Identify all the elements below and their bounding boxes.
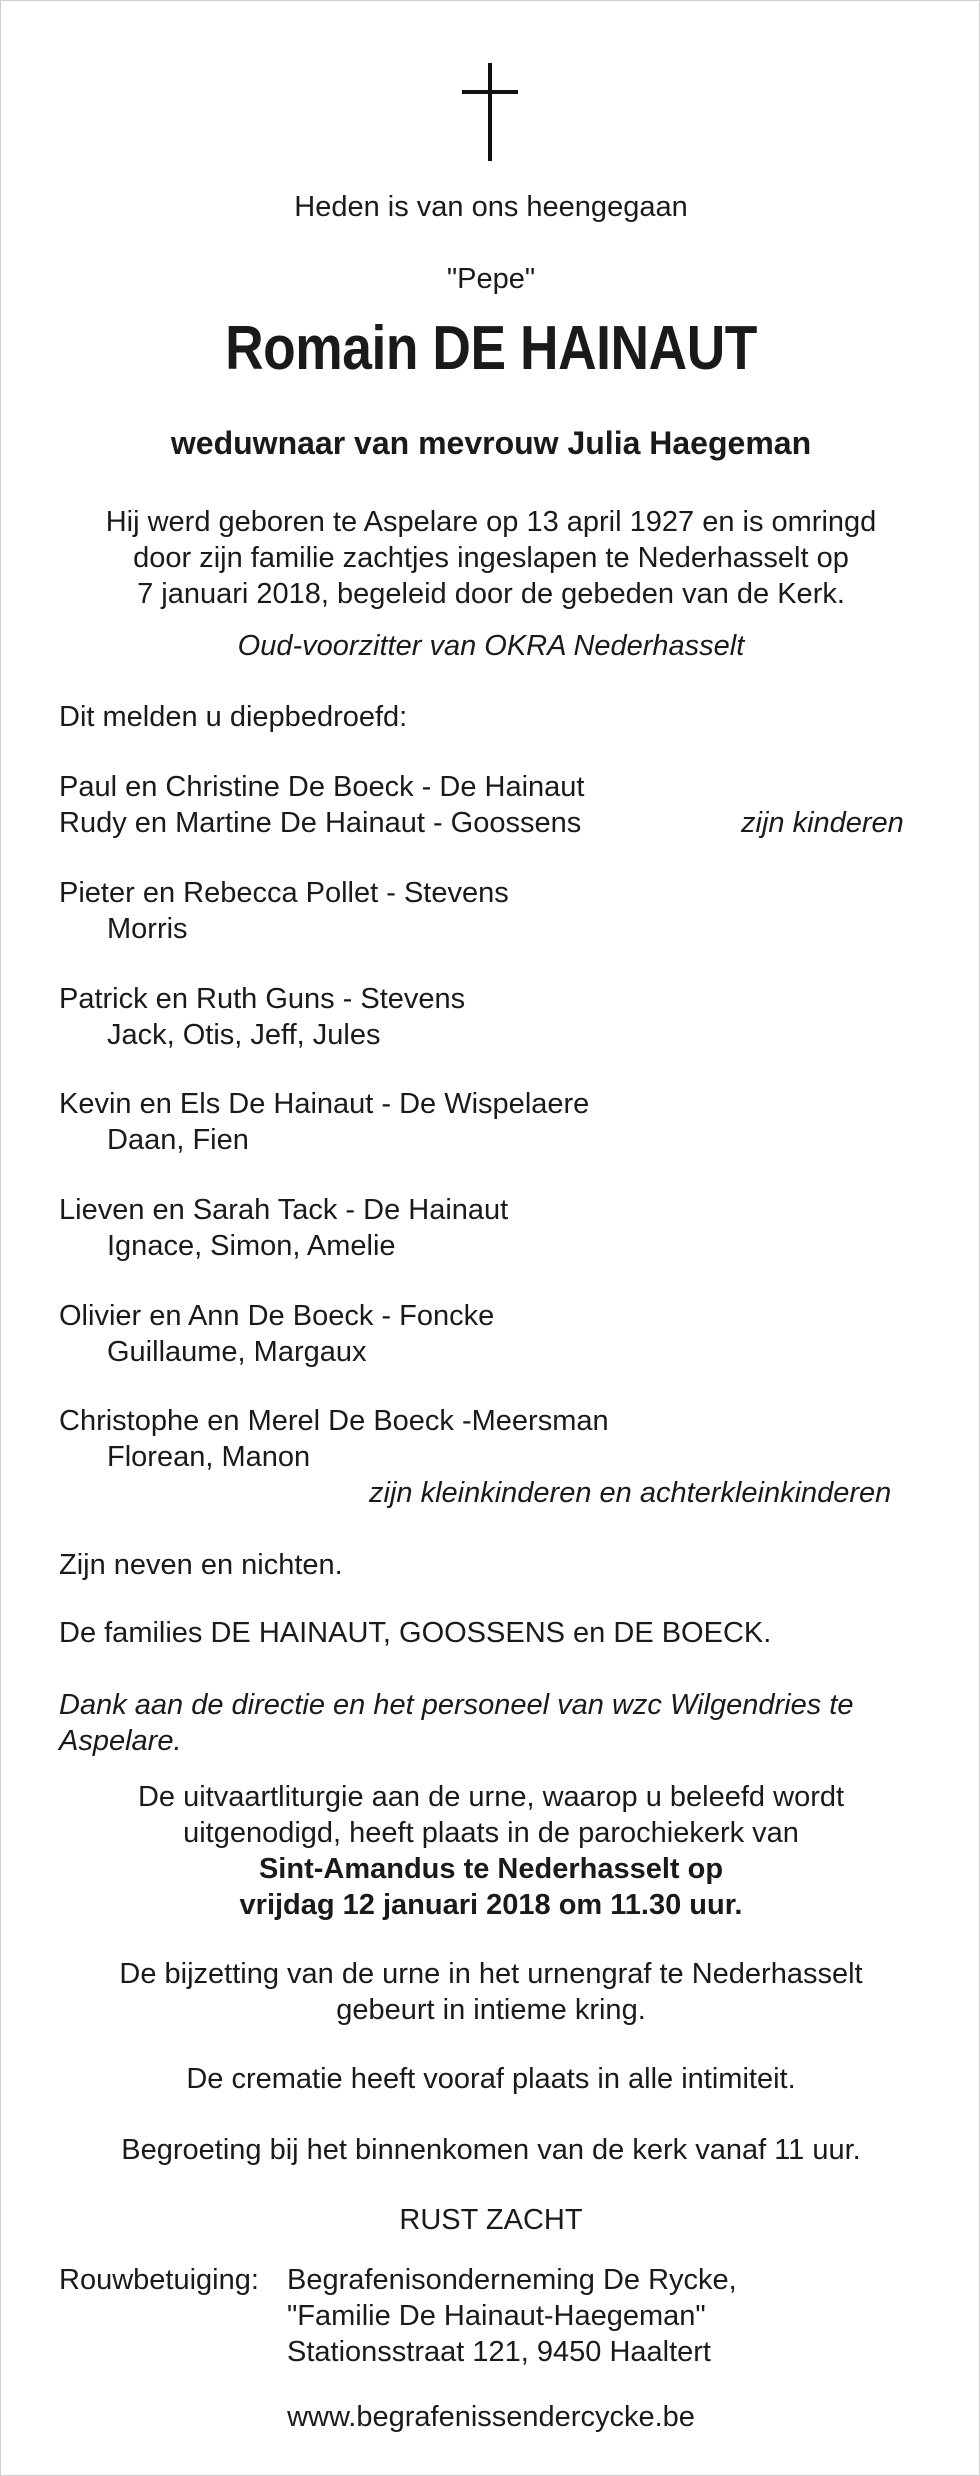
address-line: Stationsstraat 121, 9450 Haaltert	[287, 2336, 711, 2368]
grandchild-kids: Morris	[107, 913, 188, 945]
grandchild-family	[59, 1298, 494, 1370]
bio-line: door zijn familie zachtjes ingeslapen te Nederhasselt op	[133, 542, 849, 574]
ceremony-line: uitgenodigd, heeft plaats in de parochiekerk van	[183, 1817, 799, 1849]
grandchild-parents: Lieven en Sarah Tack - De Hainaut	[59, 1194, 509, 1226]
announce-line: Dit melden u diepbedroefd:	[59, 701, 408, 733]
rest-in-peace: RUST ZACHT	[399, 2204, 583, 2236]
grandchild-kids: Florean, Manon	[107, 1441, 311, 1473]
condolence-label: Rouwbetuiging:	[59, 2264, 259, 2296]
thanks-text	[59, 1687, 853, 1759]
role-line: Oud-voorzitter van OKRA Nederhasselt	[237, 630, 745, 662]
grandchild-family	[59, 1086, 589, 1158]
greeting-line: Begroeting bij het binnenkomen van de kerk vanaf 11 uur.	[121, 2134, 861, 2166]
families-line: De families DE HAINAUT, GOOSSENS en DE BOECK.	[59, 1617, 772, 1649]
grandchild-parents: Christophe en Merel De Boeck -Meersman	[59, 1405, 609, 1437]
intro-text: Heden is van ons heengegaan	[294, 191, 688, 223]
cremation-line: De crematie heeft vooraf plaats in alle intimiteit.	[186, 2063, 796, 2095]
ceremony-text	[1, 1779, 980, 1923]
grandchild-kids: Daan, Fien	[107, 1124, 249, 1156]
burial-line: De bijzetting van de urne in het urnengraf te Nederhasselt	[119, 1958, 863, 1990]
address-line: Begrafenisonderneming De Rycke,	[287, 2264, 737, 2296]
ceremony-place: Sint-Amandus te Nederhasselt op	[258, 1853, 724, 1885]
bio-line: 7 januari 2018, begeleid door de gebeden van de Kerk.	[137, 578, 845, 610]
child-line: Rudy en Martine De Hainaut - Goossens	[59, 807, 582, 839]
grandchild-kids: Jack, Otis, Jeff, Jules	[107, 1019, 381, 1051]
grandchildren-label: zijn kleinkinderen en achterkleinkinderen	[369, 1477, 892, 1509]
biography	[41, 504, 941, 612]
thanks-line: Dank aan de directie en het personeel van wzc Wilgendries te	[59, 1689, 854, 1721]
widow-line: weduwnaar van mevrouw Julia Haegeman	[170, 425, 812, 461]
ceremony-date: vrijdag 12 januari 2018 om 11.30 uur.	[239, 1889, 743, 1921]
website-link[interactable]: www.begrafenissendercycke.be	[287, 2401, 695, 2433]
grandchild-parents: Patrick en Ruth Guns - Stevens	[59, 983, 466, 1015]
condolence-address	[287, 2262, 737, 2370]
cross-icon	[462, 63, 518, 161]
grandchild-kids: Ignace, Simon, Amelie	[107, 1230, 396, 1262]
condolence-block	[59, 2262, 737, 2368]
thanks-line: Aspelare.	[59, 1725, 182, 1757]
children-label: zijn kinderen	[741, 807, 904, 839]
child-line: Paul en Christine De Boeck - De Hainaut	[59, 771, 585, 803]
bio-line: Hij werd geboren te Aspelare op 13 april 1927 en is omringd	[105, 506, 877, 538]
grandchild-parents: Pieter en Rebecca Pollet - Stevens	[59, 877, 509, 909]
grandchild-family	[59, 1192, 508, 1264]
grandchild-parents: Olivier en Ann De Boeck - Foncke	[59, 1300, 495, 1332]
grandchild-family	[59, 981, 465, 1053]
grandchild-parents: Kevin en Els De Hainaut - De Wispelaere	[59, 1088, 590, 1120]
nickname: "Pepe"	[446, 263, 536, 295]
cousins-line: Zijn neven en nichten.	[59, 1549, 343, 1581]
burial-line: gebeurt in intieme kring.	[336, 1994, 646, 2026]
ceremony-line: De uitvaartliturgie aan de urne, waarop u beleefd wordt	[137, 1781, 845, 1813]
children-block	[59, 769, 584, 841]
grandchild-family	[59, 875, 509, 947]
grandchild-family	[59, 1403, 609, 1475]
grandchild-kids: Guillaume, Margaux	[107, 1336, 367, 1368]
deceased-name: Romain DE HAINAUT	[225, 314, 757, 383]
burial-text	[1, 1956, 980, 2028]
address-line: "Familie De Hainaut-Haegeman"	[287, 2300, 706, 2332]
